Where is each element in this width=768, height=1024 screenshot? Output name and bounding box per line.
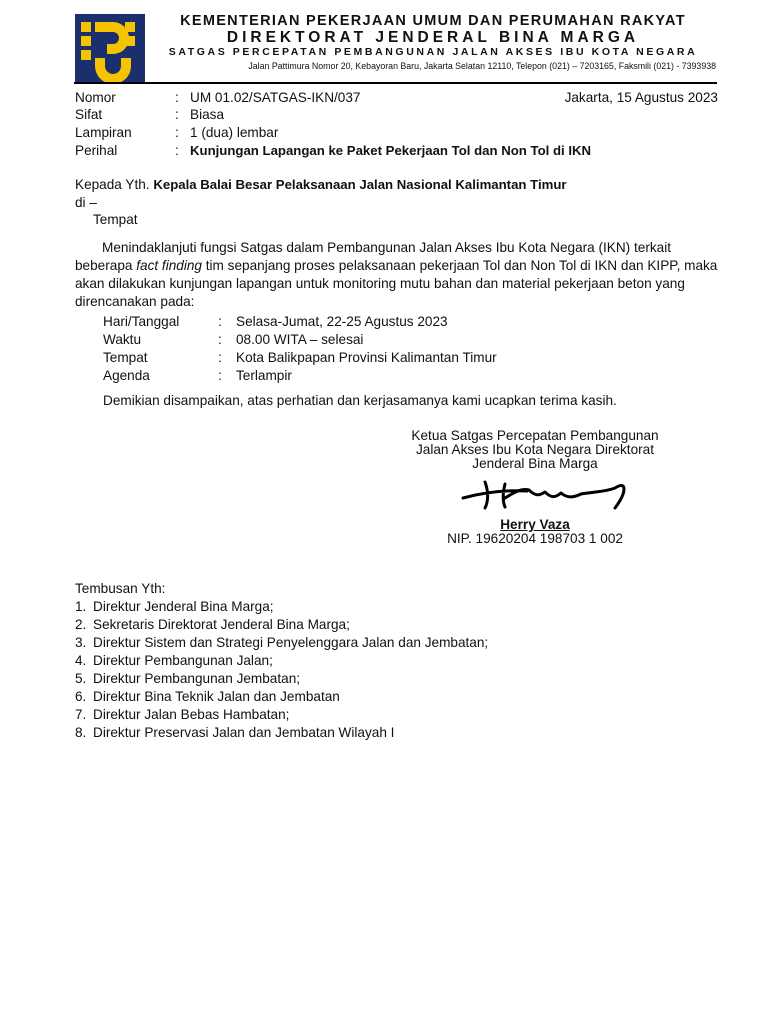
body-text-2: tim sepanjang proses pelaksanaan pekerjaan Tol dan Non Tol di IKN dan KIPP, maka akan dilakukan kunjungan lapangan untuk monitoring mutu bahan dan material pekerjaan beton yang direncanakan pada:: [75, 258, 718, 309]
detail-colon: :: [218, 350, 222, 365]
field-value-nomor: UM 01.02/SATGAS-IKN/037: [190, 90, 361, 105]
pu-logo-icon: [75, 14, 145, 84]
body-text-italic: fact finding: [136, 258, 202, 273]
field-value-perihal: Kunjungan Lapangan ke Paket Pekerjaan Tol dan Non Tol di IKN: [190, 143, 592, 158]
list-item: 2. Sekretaris Direktorat Jenderal Bina Marga;: [75, 617, 350, 632]
field-colon: :: [175, 90, 179, 105]
closing-sentence: Demikian disampaikan, atas perhatian dan kerjasamanya kami ucapkan terima kasih.: [103, 393, 617, 408]
cc-title: Tembusan Yth:: [75, 581, 166, 596]
list-item: 3. Direktur Sistem dan Strategi Penyelenggara Jalan dan Jembatan;: [75, 635, 489, 650]
field-label-sifat: Sifat: [75, 107, 103, 122]
field-colon: :: [175, 107, 179, 122]
detail-value-date: Selasa-Jumat, 22-25 Agustus 2023: [236, 314, 448, 329]
detail-label-time: Waktu: [103, 332, 142, 347]
letter-date: Jakarta, 15 Agustus 2023: [564, 90, 718, 105]
field-colon: :: [175, 143, 179, 158]
recipient-di: di –: [75, 195, 97, 210]
recipient-place: Tempat: [93, 212, 138, 227]
recipient-name: Kepala Balai Besar Pelaksanaan Jalan Nasional Kalimantan Timur: [153, 177, 567, 192]
signatory-nip: NIP. 19620204 198703 1 002: [447, 531, 623, 546]
detail-label-date: Hari/Tanggal: [103, 314, 180, 329]
taskforce-name: SATGAS PERCEPATAN PEMBANGUNAN JALAN AKSES IBU KOTA NEGARA: [168, 46, 698, 58]
letterhead-divider: [74, 82, 717, 84]
detail-value-agenda: Terlampir: [236, 368, 292, 383]
list-item: 5. Direktur Pembangunan Jembatan;: [75, 671, 301, 686]
body-text-1: Menindaklanjuti fungsi Satgas dalam Pembangunan Jalan Akses Ibu Kota Negara (IKN) terkait beberapa: [75, 240, 671, 273]
field-value-sifat: Biasa: [190, 107, 225, 122]
detail-colon: :: [218, 314, 222, 329]
signatory-title-3: Jenderal Bina Marga: [472, 456, 598, 471]
detail-value-time: 08.00 WITA – selesai: [236, 332, 364, 347]
recipient-line: [75, 176, 567, 194]
recipient-prefix: Kepada Yth.: [75, 177, 150, 192]
list-item: 8. Direktur Preservasi Jalan dan Jembatan Wilayah I: [75, 725, 395, 740]
list-item: 6. Direktur Bina Teknik Jalan dan Jembatan: [75, 689, 340, 704]
list-item: 4. Direktur Pembangunan Jalan;: [75, 653, 273, 668]
list-item: 1. Direktur Jenderal Bina Marga;: [75, 599, 274, 614]
field-label-lampiran: Lampiran: [75, 125, 132, 140]
ministry-logo: [75, 14, 145, 84]
field-label-perihal: Perihal: [75, 143, 118, 158]
cc-list: [75, 598, 488, 742]
field-value-lampiran: 1 (dua) lembar: [190, 125, 279, 140]
field-colon: :: [175, 125, 179, 140]
signatory-name: Herry Vaza: [500, 517, 570, 532]
signatory-title-2: Jalan Akses Ibu Kota Negara Direktorat: [415, 442, 655, 457]
detail-label-place: Tempat: [103, 350, 148, 365]
detail-value-place: Kota Balikpapan Provinsi Kalimantan Timur: [236, 350, 497, 365]
directorate-name: DIREKTORAT JENDERAL BINA MARGA: [226, 29, 640, 46]
detail-colon: :: [218, 332, 222, 347]
body-paragraph: [75, 239, 720, 311]
field-label-nomor: Nomor: [75, 90, 116, 105]
signatory-title-1: Ketua Satgas Percepatan Pembangunan: [411, 428, 659, 443]
handwritten-signature: [455, 474, 635, 519]
detail-colon: :: [218, 368, 222, 383]
list-item: 7. Direktur Jalan Bebas Hambatan;: [75, 707, 290, 722]
office-address: Jalan Pattimura Nomor 20, Kebayoran Baru, Jakarta Selatan 12110, Telepon (021) – 7203165, Faksmili (021) - 7393938: [248, 61, 716, 71]
ministry-name: KEMENTERIAN PEKERJAAN UMUM DAN PERUMAHAN RAKYAT: [180, 13, 686, 29]
detail-label-agenda: Agenda: [103, 368, 150, 383]
